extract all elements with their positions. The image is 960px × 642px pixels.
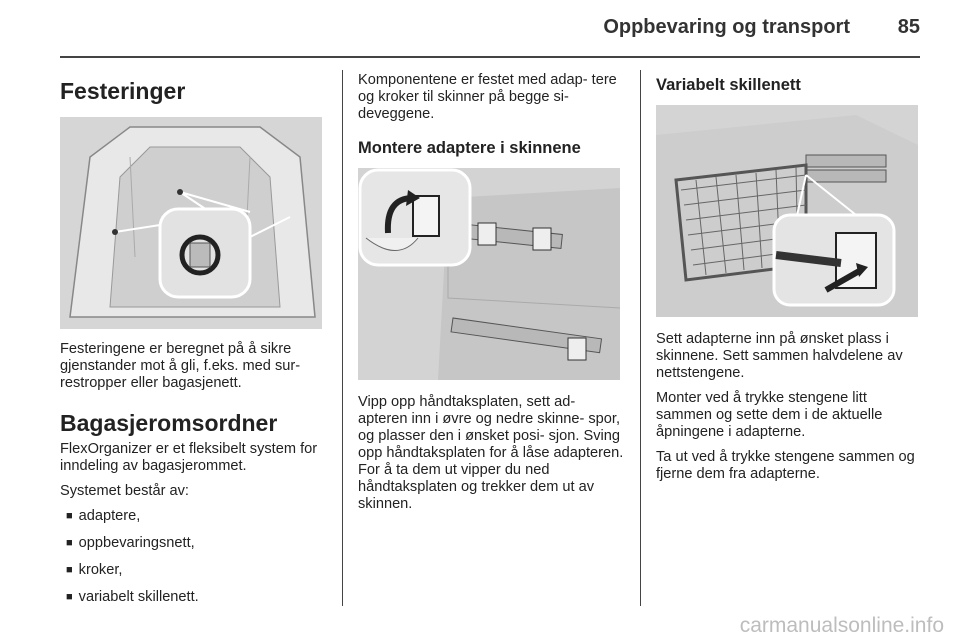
heading-bagasjeromsordner: Bagasjeromsordner: [60, 410, 278, 436]
trunk-lashing-eyes-drawing: [60, 117, 322, 329]
column-3: [656, 72, 922, 491]
adapter-rail-drawing: [358, 168, 620, 380]
paragraph-insert-adapters: Sett adapterne inn på ønsket plass i skinnene. Sett sammen halvdelene av nettstengene.: [656, 331, 903, 381]
paragraph-system-consists: Systemet består av:: [60, 483, 189, 499]
header-rule: [60, 56, 920, 58]
paragraph-remove-rods: Ta ut ved å trykke stengene sammen og fjerne dem fra adapterne.: [656, 449, 915, 482]
paragraph-components: Komponentene er festet med adap- tere og kroker til skinner på begge si- deveggene.: [358, 72, 617, 122]
heading-festeringer: Festeringer: [60, 78, 186, 104]
paragraph-flexorganizer: FlexOrganizer er et fleksibelt system for inndeling av bagasjerommet.: [60, 441, 318, 474]
divider-net-drawing: [656, 105, 918, 317]
paragraph-lashing-eyes: Festeringene er beregnet på å sikre gjenstander mot å gli, f.eks. med sur- restropper eller bagasjenett.: [60, 341, 301, 391]
heading-variable-divider-net: Variabelt skillenett: [656, 76, 801, 94]
illustration-adapter-rail: [358, 168, 620, 380]
illustration-divider-net: [656, 105, 918, 317]
list-item: ■ oppbevaringsnett,: [66, 535, 326, 553]
list-item: ■ variabelt skillenett.: [66, 589, 326, 607]
illustration-trunk-lashing-eyes: [60, 117, 322, 329]
component-list: [60, 508, 326, 607]
page-number: 85: [897, 16, 920, 38]
paragraph-mount-rods: Monter ved å trykke stengene litt sammen og sette dem i de aktuelle åpningene i adapterne.: [656, 390, 883, 440]
section-title: Oppbevaring og transport: [603, 16, 850, 38]
column-1: [60, 72, 326, 616]
heading-mounting-adapters: Montere adaptere i skinnene: [358, 139, 581, 157]
watermark: carmanualsonline.info: [739, 614, 944, 637]
list-item: ■ kroker,: [66, 562, 326, 580]
paragraph-mounting-instructions: Vipp opp håndtaksplaten, sett ad- apteren inn i øvre og nedre skinne- spor, og plasser den i ønsket posi- sjon. Sving opp håndtaksplaten for å låse adapteren. For å ta dem ut vipper du ned håndtaksplaten og trekker dem ut av skinnen.: [358, 394, 624, 512]
list-item: ■ adaptere,: [66, 508, 326, 526]
column-divider: [342, 70, 343, 606]
column-2: [358, 72, 624, 521]
column-divider: [640, 70, 641, 606]
